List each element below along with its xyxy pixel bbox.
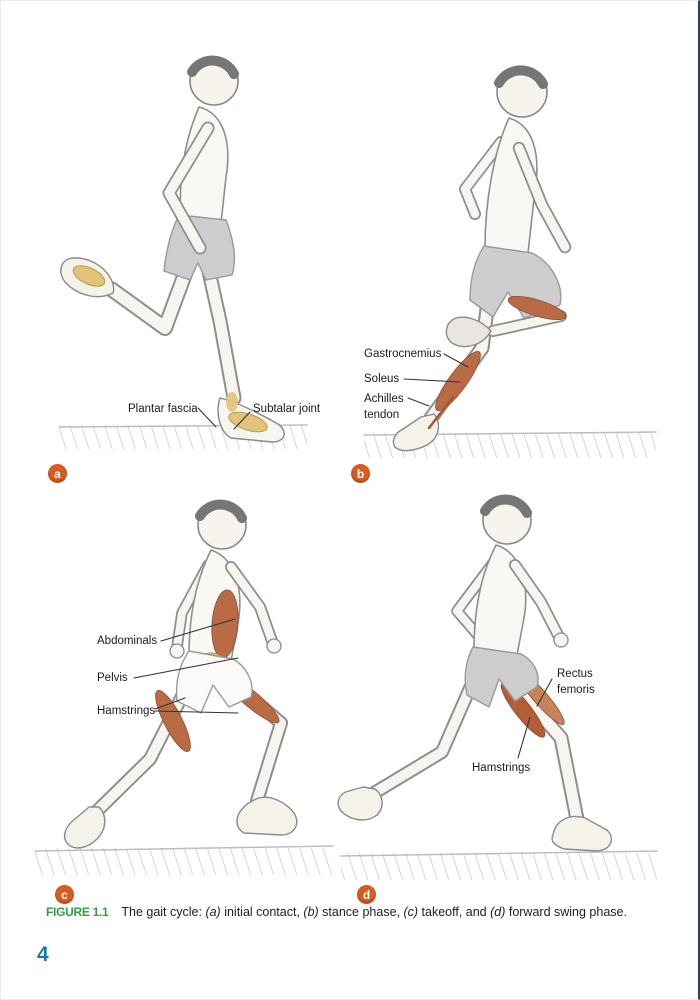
caption-segment: forward swing phase.	[505, 905, 627, 919]
label-gastrocnemius: Gastrocnemius	[364, 348, 442, 360]
figure-badge-b: b	[351, 464, 370, 483]
runner-a	[59, 57, 307, 449]
ground-c	[35, 848, 333, 875]
figure-caption	[46, 904, 661, 921]
ground-d	[341, 853, 657, 880]
figure-badge-a: a	[48, 464, 67, 483]
label-achilles-tendon: Achilles tendon	[364, 393, 404, 421]
figure-caption-number: FIGURE 1.1	[46, 905, 109, 919]
figure-badge-d: d	[357, 885, 376, 904]
leader-plantar-fascia	[198, 408, 216, 427]
label-soleus: Soleus	[364, 373, 400, 385]
runner-c	[35, 501, 333, 875]
gait-cycle-illustration	[1, 1, 700, 1000]
label-plantar-fascia: Plantar fascia	[128, 403, 198, 415]
label-rectus-femoris: Rectus femoris	[557, 668, 595, 696]
caption-segment-italic: (a)	[205, 905, 221, 919]
label-pelvis: Pelvis	[97, 672, 128, 684]
label-hamstrings-c: Hamstrings	[97, 705, 156, 717]
caption-segment: takeoff, and	[418, 905, 491, 919]
runner-d	[338, 496, 657, 880]
caption-segment: stance phase,	[318, 905, 404, 919]
label-hamstrings-d: Hamstrings	[472, 762, 531, 774]
figure-badge-c: c	[55, 885, 74, 904]
caption-segment: initial contact,	[220, 905, 304, 919]
caption-segment-italic: (d)	[490, 905, 506, 919]
caption-segment: The gait cycle:	[121, 905, 206, 919]
caption-segment-italic: (c)	[403, 905, 419, 919]
label-abdominals: Abdominals	[97, 635, 158, 647]
caption-segment-italic: (b)	[303, 905, 319, 919]
label-subtalar-joint: Subtalar joint	[253, 403, 321, 415]
page-number: 4	[37, 943, 49, 966]
